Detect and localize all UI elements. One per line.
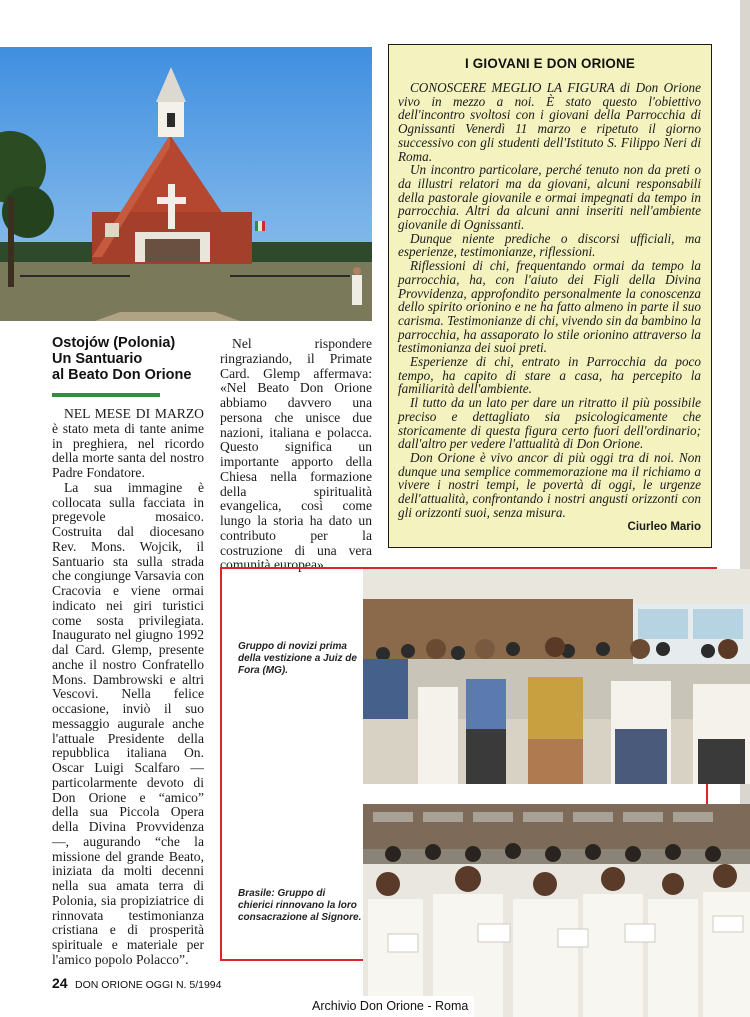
- article-lead: NEL MESE DI MARZO: [64, 406, 204, 421]
- article-column-2: [220, 337, 372, 573]
- novices-photo: [363, 569, 750, 784]
- youth-article-box: [388, 44, 712, 548]
- church-illustration: [0, 47, 372, 321]
- box-signature: Ciurleo Mario: [627, 520, 701, 533]
- box-paragraph: Il tutto da un lato per dare un ritratto il più possibile preciso e dettagliato sia psicologicamente che storicamente di questa figura certo fuori dell'ordinario; dall'altro per vedere l'attualità di Don Orione.: [398, 395, 701, 452]
- novices-illustration: [363, 569, 750, 784]
- box-paragraph: CONOSCERE MEGLIO LA FIGURA di Don Orione vivo in mezzo a noi. È stato questo l'obiettivo dell'incontro svoltosi con i giovani della Parrocchia di Ognissanti Venerdì 11 marzo e ripetuto il giorno successivo con gli studenti dell'Istituto S. Filippo Neri di Roma.: [398, 80, 701, 164]
- box-paragraph: Don Orione è vivo ancor di più oggi tra di noi. Non dunque una semplice commemorazione ma il richiamo a vivere i nostri tempi, le povertà di oggi, le urgenze dell'attualità, confrontando i nostri angusti orizzonti con gli orizzonti suoi, senza misura.: [398, 449, 701, 520]
- box-paragraph: Riflessioni di chi, frequentando ormai da tempo la parrocchia, ha, con l'aiuto dei Figli della Divina Provvidenza, approfondito personalmente la conoscenza dello spirito orionino e ne ha fatto almeno in parte il suo carisma. Testimonianze di chi, vivendo sin da bambino la parrocchia, ha assaporato lo stile orionino attraverso la testimonianza dei suoi preti.: [398, 258, 701, 356]
- article-paragraph-1: [52, 407, 204, 481]
- clerics-photo: [363, 804, 750, 1017]
- clerics-illustration: [363, 804, 750, 1017]
- caption-line-1: Ostojów (Polonia): [52, 335, 176, 351]
- page-number: 24: [52, 975, 68, 991]
- caption-title: [52, 335, 202, 383]
- church-photo: [0, 47, 372, 321]
- archive-stamp: Archivio Don Orione - Roma: [306, 996, 474, 1017]
- novices-caption: Gruppo di novizi prima della vestizione a Juiz de Fora (MG).: [238, 641, 357, 676]
- box-title: I GIOVANI E DON ORIONE: [464, 56, 636, 71]
- clerics-caption: Brasile: Gruppo di chierici rinnovano la loro consacrazione al Signore.: [238, 888, 362, 923]
- article-column-1: [52, 407, 204, 968]
- box-paragraph: Dunque niente prediche o discorsi ufficiali, ma esperienze, testimonianze, riflessioni.: [398, 230, 701, 260]
- article-paragraph-3: Nel rispondere ringraziando, il Primate Card. Glemp affermava: «Nel Beato Don Orione abbiamo davvero una persona che unisce due nazioni, italiana e polacca. Questo significa un importante apporto della Chiesa nella formazione della spiritualità evangelica, così come lungo la storia ha dato un contributo per la costruzione di una vera comunità europea».: [220, 336, 372, 573]
- box-paragraph: Esperienze di chi, entrato in Parrocchia da poco tempo, ha capito di stare a casa, ha percepito la familiarità dell'ambiente.: [398, 354, 701, 397]
- green-divider: [52, 393, 160, 397]
- caption-line-2: Un Santuario: [52, 351, 143, 367]
- photo-frame-tick: [706, 784, 708, 804]
- box-body: [398, 81, 701, 534]
- article-paragraph-1-text: è stato meta di tante anime in preghiera, nel ricordo della morte santa del nostro Padre Fondatore.: [52, 420, 204, 480]
- page-footer: [52, 975, 222, 993]
- article-paragraph-2: La sua immagine è collocata sulla facciata in pregevole mosaico. Costruita dal diocesano Rev. Mons. Wojcik, il Santuario sta sulla strada che congiunge Varsavia con Cracovia e viene ormai indicato nei giri turistici come sosta privilegiata. Inaugurato nel giugno 1992 dal Card. Glemp, presente anche il nostro Confratello Mons. Dambrowski e altri Vescovi. Nella felice occasione, inviò il suo messaggio augurale anche l'attuale Presidente della repubblica italiana On. Oscar Luigi Scalfaro — particolarmente devoto di Don Orione e “amico” della sua Piccola Opera della Divina Provvidenza —, augurando “che la missione del grande Beato, iniziata da molti decenni nella sua amata terra di Polonia, sia propiziatrice di rinnovata testimonianza cristiana e di prosperità spirituale e materiale per l'amico popolo Polacco”.: [52, 479, 204, 967]
- publication-name: DON ORIONE OGGI N. 5/1994: [75, 979, 222, 991]
- caption-line-3: al Beato Don Orione: [52, 367, 192, 383]
- box-paragraph: Un incontro particolare, perché tenuto non da preti o da illustri relatori ma da giovani, alcuni responsabili della pastorale giovanile e ormai impegnati da tempo in parrocchia. Altri da alcuni anni inseriti nell'ambiente giovanile di Ognissanti.: [398, 162, 701, 233]
